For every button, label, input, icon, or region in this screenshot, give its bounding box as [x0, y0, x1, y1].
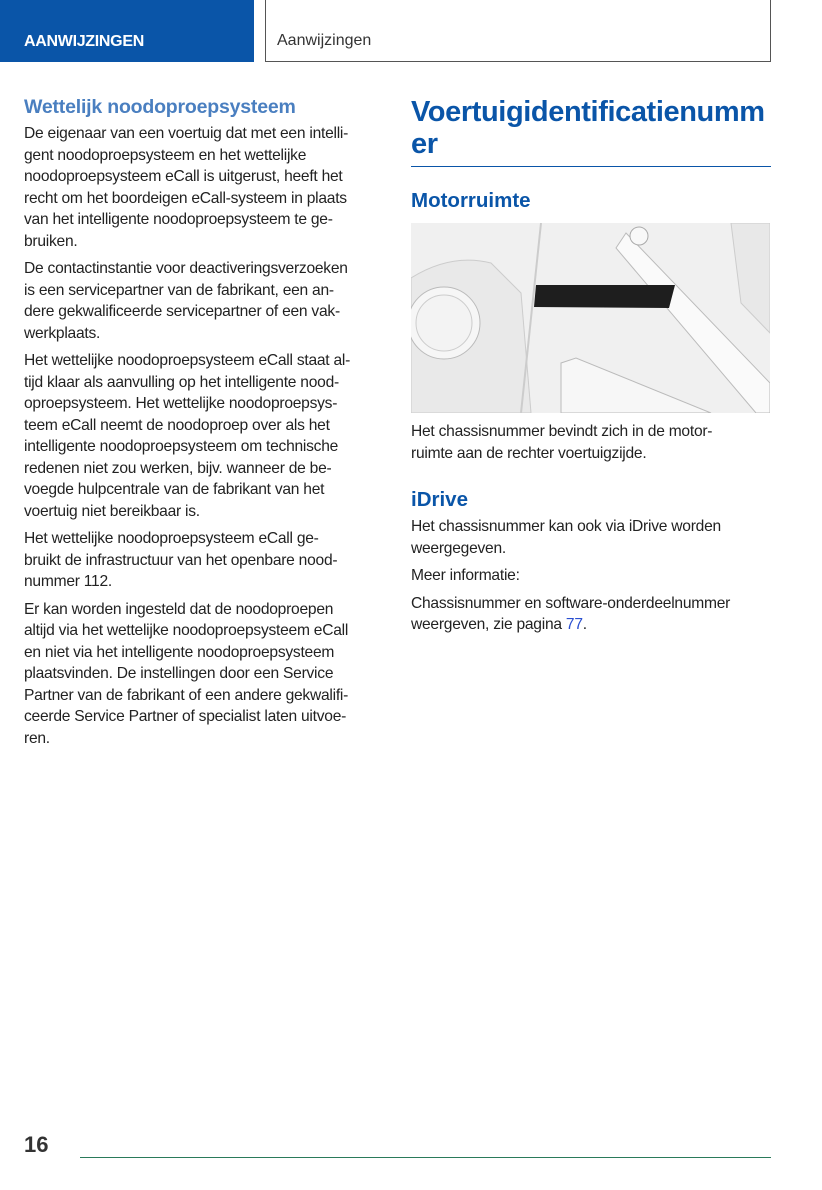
- motorruimte-heading: Motorruimte: [411, 189, 531, 212]
- text-line: Het chassisnummer kan ook via iDrive worden: [411, 518, 721, 535]
- right-column: [411, 96, 771, 642]
- page-heading: [411, 96, 771, 167]
- engine-bay-illustration: [411, 223, 770, 413]
- left-paragraphs: [24, 123, 384, 749]
- text-line: Chassisnummer en software-onderdeelnummer: [411, 594, 731, 612]
- text-line: ren.: [24, 729, 50, 747]
- page-number: 16: [24, 1132, 49, 1157]
- page-link[interactable]: 77: [565, 616, 583, 633]
- text-line: van het intelligente noodoproepsysteem te ge-: [24, 211, 333, 228]
- text-line: teem eCall neemt de noodoproep over als het: [24, 416, 330, 434]
- text-line: plaatsvinden. De instellingen door een Service: [24, 665, 334, 682]
- text-line: weergegeven.: [411, 539, 506, 557]
- text-line: intelligente noodoproepsysteem om technische: [24, 438, 339, 455]
- text-line: Het wettelijke noodoproepsysteem eCall ge-: [24, 530, 319, 547]
- text-line: nummer 112.: [24, 573, 112, 590]
- section-tab: AANWIJZINGEN: [0, 0, 254, 62]
- reference-text: [411, 593, 771, 636]
- heading-line: Voertuigidentificatienumm: [411, 96, 765, 128]
- text-line: dere gekwalificeerde servicepartner of een vak-: [24, 303, 340, 320]
- text-line: Het chassisnummer bevindt zich in de motor-: [411, 423, 713, 440]
- text-line: en niet via het intelligente noodoproepsysteem: [24, 643, 335, 661]
- text-line: De eigenaar van een voertuig dat met een intelli-: [24, 125, 349, 142]
- paragraph: [24, 599, 384, 750]
- text-line: werkplaats.: [24, 324, 101, 342]
- motor-text: [411, 421, 771, 464]
- text-line: Er kan worden ingesteld dat de noodoproepen: [24, 600, 334, 618]
- text-line: voertuig niet bereikbaar is.: [24, 502, 200, 520]
- chapter-title: Aanwijzingen: [265, 0, 771, 62]
- ref-prefix: weergeven, zie pagina: [411, 616, 566, 633]
- text-line: is een servicepartner van de fabrikant, een an-: [24, 281, 334, 299]
- text-line: De contactinstantie voor deactiveringsverzoeken: [24, 260, 348, 277]
- text-line: redenen niet zou werken, bijv. wanneer de be-: [24, 459, 332, 477]
- paragraph: [24, 528, 384, 593]
- more-info-label: [411, 565, 771, 587]
- paragraph: [24, 123, 384, 252]
- text-line: bruiken.: [24, 232, 78, 250]
- text-line: bruikt de infrastructuur van het openbare nood-: [24, 551, 338, 569]
- vin-location-marker: [534, 285, 675, 308]
- text-line: ruimte aan de rechter voertuigzijde.: [411, 444, 647, 462]
- text-line: voegde hulpcentrale van de fabrikant van het: [24, 481, 325, 498]
- text-line: oproepsysteem. Het wettelijke noodoproepsys-: [24, 395, 338, 412]
- idrive-heading: iDrive: [411, 488, 468, 511]
- text-line: Het wettelijke noodoproepsysteem eCall staat al-: [24, 352, 351, 369]
- text-line: gent noodoproepsysteem en het wettelijke: [24, 146, 307, 164]
- text-line: Partner van de fabrikant of een andere gekwalifi-: [24, 686, 349, 704]
- text-line: altijd via het wettelijke noodoproepsysteem eCall: [24, 622, 349, 639]
- paragraph: [24, 258, 384, 344]
- idrive-text: [411, 516, 771, 559]
- footer-rule: [80, 1157, 771, 1158]
- text-line: noodoproepsysteem eCall is uitgerust, heeft het: [24, 168, 343, 185]
- paragraph: [24, 350, 384, 522]
- text-line: ceerde Service Partner of specialist laten uitvoe-: [24, 708, 347, 725]
- text-line: tijd klaar als aanvulling op het intelligente nood-: [24, 373, 339, 391]
- heading-line: er: [411, 128, 438, 160]
- text-line: [411, 614, 771, 636]
- text-line: Meer informatie:: [411, 567, 520, 584]
- text-line: recht om het boordeigen eCall-systeem in plaats: [24, 189, 347, 207]
- ref-suffix: .: [582, 616, 587, 633]
- section-heading: Wettelijk noodoproepsysteem: [24, 96, 296, 118]
- left-column: [24, 96, 384, 755]
